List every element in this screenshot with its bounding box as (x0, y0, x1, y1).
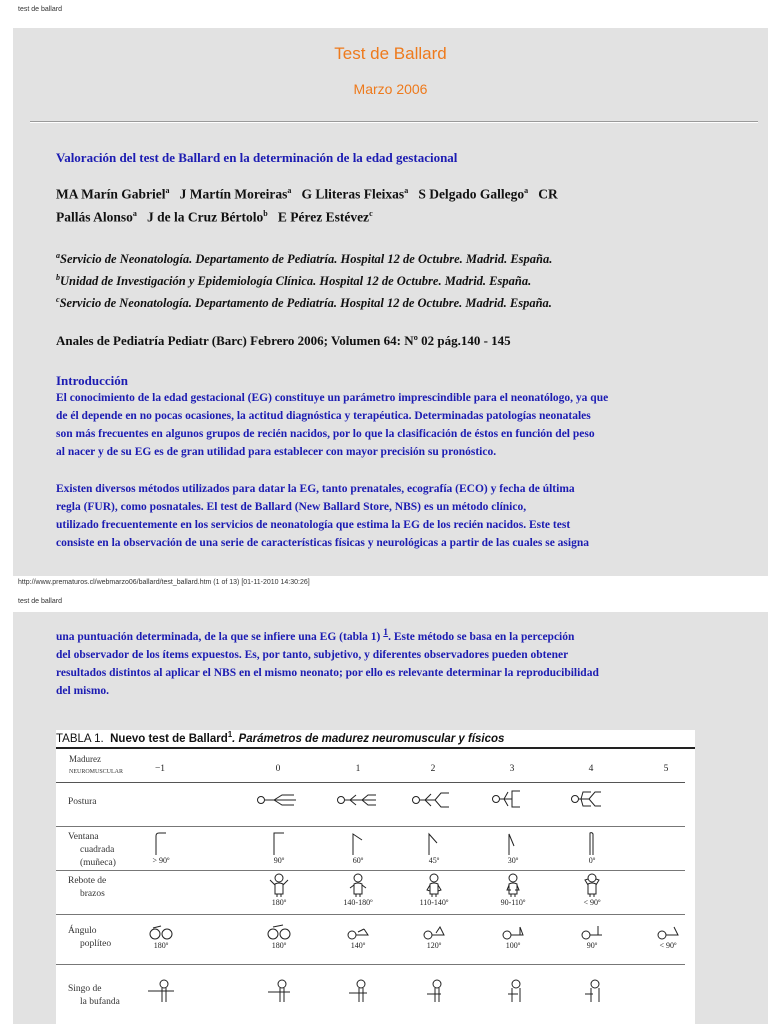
header-label: Madurez neuromuscular (69, 754, 124, 775)
window-3: 30º (488, 830, 538, 865)
row-label-ventana: Ventana cuadrada (muñeca) (68, 832, 116, 868)
window-4: 0º (567, 830, 617, 865)
posture-2-figure (407, 790, 457, 810)
col-header-3: 3 (509, 764, 515, 774)
recoil-0: 180º (254, 872, 304, 907)
window-2: 45º (409, 830, 459, 865)
affiliation-a: $^a$Servicio de Neonatología. Departamento de Pediatría. Hospital 12 de Octubre. Madrid. España. (56, 251, 553, 267)
print-footer-url: http://www.prematuros.cl/webmarzo06/ballard/test_ballard.htm (1 of 13) [01-11-2010 14:30:26] (18, 579, 310, 586)
row-divider (56, 914, 685, 915)
ballard-table (56, 730, 695, 1024)
posture-3-figure (486, 788, 536, 810)
popliteal-4: 90º (567, 923, 617, 950)
authors-line-2: Pallás Alonso$^a$ J de la Cruz Bértolo$^b$ E Pérez Estévez$^c$ (56, 209, 373, 225)
window-1: 60º (333, 830, 383, 865)
row-divider (56, 964, 685, 965)
col-header-0: 0 (275, 764, 281, 774)
popliteal-3: 100º (488, 923, 538, 950)
scarf-0 (254, 978, 304, 1004)
popliteal-m1: 180º (136, 923, 186, 950)
site-date: Marzo 2006 (353, 81, 428, 97)
col-header-1: 1 (355, 764, 361, 774)
popliteal-1: 140º (333, 923, 383, 950)
intro-paragraph-2: Existen diversos métodos utilizados para datar la EG, tanto prenatales, ecografía (ECO) y fecha de última regla (FUR), como posnatales. El test de Ballard (New Ballard Store, NBS) es un método clínico, utilizado frecuentemente en los servicios de neonatología que estima la EG de los recién nacidos. Este test consiste en la observación de una serie de características físicas y neurológicas a partir de las cuales se asigna (56, 483, 589, 549)
posture-0-figure (252, 792, 302, 808)
row-label-bufanda: Singo de la bufanda (68, 984, 120, 1007)
recoil-3: 90-110º (488, 872, 538, 907)
table-caption: TABLA 1. Nuevo test de Ballard$^1$. Parámetros de madurez neuromuscular y físicos (56, 730, 695, 749)
scarf-4 (567, 978, 617, 1004)
site-title: Test de Ballard (334, 44, 447, 63)
authors-line-1: MA Marín Gabriel$^a$ J Martín Moreiras$^a$ G Lliteras Fleixas$^a$ S Delgado Gallego$^a$ CR (56, 186, 558, 202)
row-divider (56, 870, 685, 871)
col-header-2: 2 (430, 764, 436, 774)
recoil-1: 140-180º (333, 872, 383, 907)
intro-paragraph-3: una puntuación determinada, de la que se infiere una EG (tabla 1) $^1$. Este método se basa en la percepción del observador de los ítems expuestos. Es, por tanto, subjetivo, y diferentes observadores pueden obtener resultados distintos al aplicar el NBS en el mismo neonato; por ello es relevante determinar la reproducibilidad del mismo. (56, 627, 599, 697)
col-header-m1: −1 (154, 764, 166, 774)
citation: Anales de Pediatría Pediatr (Barc) Febrero 2006; Volumen 64: Nº 02 pág.140 - 145 (56, 333, 511, 348)
table-header-row (56, 752, 685, 783)
recoil-2: 110-140º (409, 872, 459, 907)
row-label-postura: Postura (68, 797, 97, 807)
divider (30, 121, 758, 123)
reference-link-1[interactable]: 1 (383, 627, 389, 638)
article-title: Valoración del test de Ballard en la determinación de la edad gestacional (56, 150, 458, 165)
affiliation-b: $^b$Unidad de Investigación y Epidemiología Clínica. Hospital 12 de Octubre. Madrid. España. (56, 273, 532, 289)
row-label-angulo: Ángulo poplíteo (68, 926, 112, 949)
popliteal-5: < 90º (643, 923, 693, 950)
col-header-5: 5 (663, 764, 669, 774)
intro-paragraph-1: El conocimiento de la edad gestacional (EG) constituye un parámetro imprescindible para el neonatólogo, ya que de él depende en no pocas ocasiones, la actitud diagnóstica y terapéutica. Determinadas patologías neonatales son más frecuentes en algunos grupos de recién nacidos, por lo que la clasificación de éstos en función del peso al nacer y de su EG es de gran utilidad para establecer con mayor precisión su pronóstico. (56, 392, 609, 458)
scarf-3 (488, 978, 538, 1004)
page-panel-2 (13, 612, 768, 1024)
scarf-2 (409, 978, 459, 1004)
window-0: 90º (254, 830, 304, 865)
row-label-rebote: Rebote de brazos (68, 876, 107, 899)
page-panel-1 (13, 28, 768, 576)
row-divider (56, 826, 685, 827)
scarf-1 (333, 978, 383, 1004)
scarf-m1 (136, 978, 186, 1004)
posture-1-figure (332, 792, 382, 808)
affiliation-c: $^c$Servicio de Neonatología. Departamento de Pediatría. Hospital 12 de Octubre. Madrid. España. (56, 295, 552, 311)
print-header: test de ballard (18, 6, 62, 13)
posture-4-figure (565, 788, 615, 810)
window-m1: > 90º (136, 830, 186, 865)
popliteal-2: 120º (409, 923, 459, 950)
recoil-4: < 90º (567, 872, 617, 907)
popliteal-0: 180º (254, 923, 304, 950)
print-header-2: test de ballard (18, 598, 62, 605)
intro-heading: Introducción (56, 373, 128, 388)
col-header-4: 4 (588, 764, 594, 774)
